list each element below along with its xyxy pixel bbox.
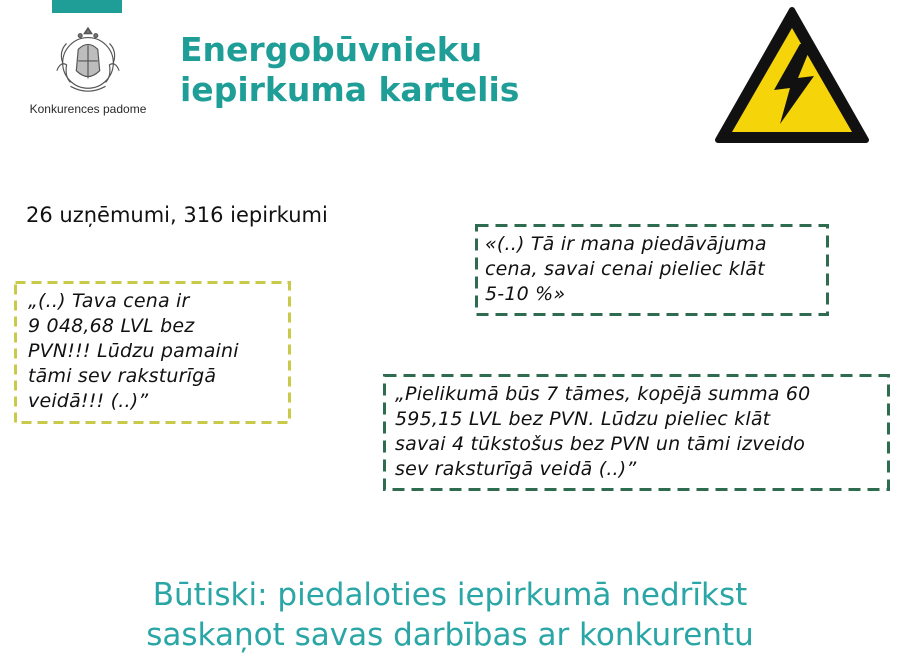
high-voltage-warning-icon <box>714 6 870 146</box>
quote-text-2: «(..) Tā ir mana piedāvājuma cena, savai cenai pieliec klāt 5-10 %» <box>485 233 767 305</box>
page-title <box>180 30 600 110</box>
quote-text-1: „(..) Tava cena ir 9 048,68 LVL bez PVN!!! Lūdzu pamaini tāmi sev raksturīgā veidā!!! (..)” <box>28 290 239 412</box>
quote-text-3: „Pielikumā būs 7 tāmes, kopējā summa 60 595,15 LVL bez PVN. Lūdzu pieliec klāt savai 4 tūkstošus bez PVN un tāmi izveido sev raksturīgā veidā (..)” <box>395 383 811 480</box>
conclusion-line-1: Būtiski: piedaloties iepirkumā nedrīkst <box>152 577 748 613</box>
logo-caption: Konkurences padome <box>29 102 147 116</box>
quote-box-2 <box>475 224 829 316</box>
quote-box-1 <box>14 281 291 424</box>
quote-box-3 <box>383 374 890 491</box>
title-line-1: Energobūvnieku <box>180 30 483 69</box>
conclusion-line-2: saskaņot savas darbības ar konkurentu <box>146 617 754 653</box>
conclusion-text <box>0 575 900 655</box>
title-line-2: iepirkuma kartelis <box>180 70 520 109</box>
coat-of-arms-icon <box>49 22 127 98</box>
top-accent-bar <box>52 0 122 13</box>
stats-text: 26 uzņēmumi, 316 iepirkumi <box>26 203 328 227</box>
warning-sign <box>714 6 870 146</box>
organization-logo <box>18 22 158 126</box>
